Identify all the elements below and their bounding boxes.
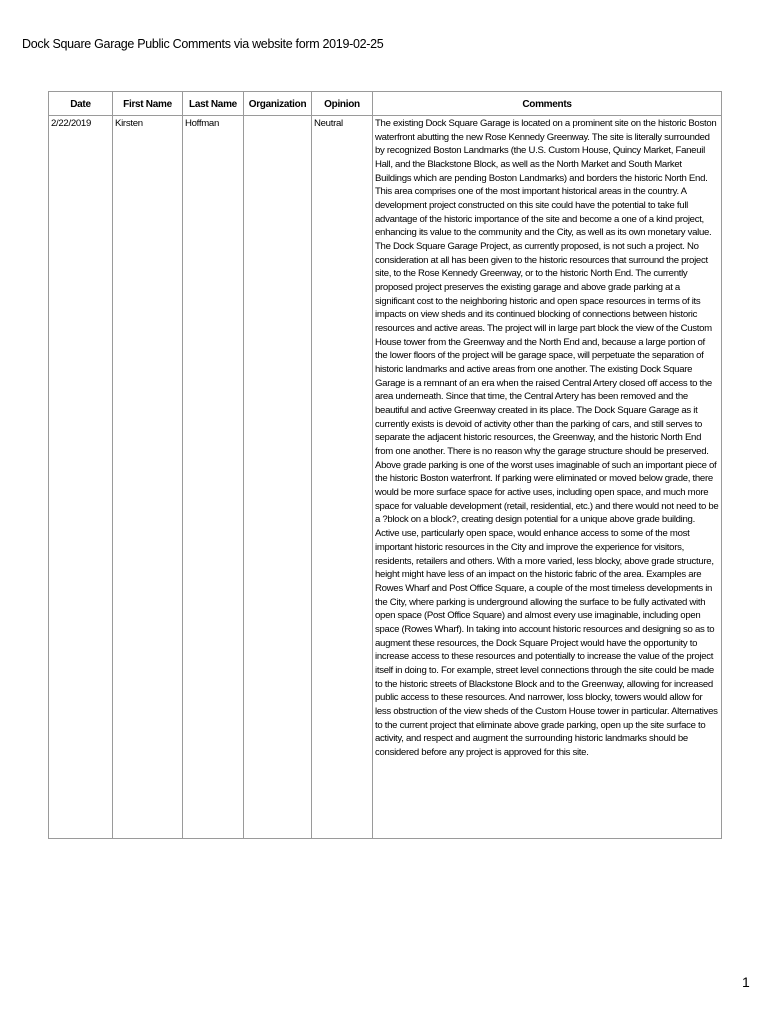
header-date: Date (49, 92, 113, 116)
header-opinion: Opinion (312, 92, 373, 116)
cell-comments: The existing Dock Square Garage is located on a prominent site on the historic Boston waterfront abutting the new Rose Kennedy Greenway. The site is literally surrounded by recognized Boston Landmarks (the U.S. Custom House, Quincy Market, Faneuil Hall, and the Blackstone Block, as well as the North Market and South Market Buildings which are pending Boston Landmarks) and borders the historic North End. This area comprises one of the most important historical areas in the country. A development project constructed on this site could have the potential to take full advantage of the historic importance of the site and become a one of a kind project, enhancing its value to the community and the City, as well as its own monetary value. The Dock Square Garage Project, as currently proposed, is not such a project. No consideration at all has been given to the historic resources that surround the project site, to the Rose Kennedy Greenway, or to the historic North End. The currently proposed project preserves the existing garage and above grade parking at a significant cost to the neighboring historic and open space resources in terms of its impacts on view sheds and its continued blocking of connections between historic resources and active areas. The project will in large part block the view of the Custom House tower from the Greenway and the North End and, because a large portion of the lower floors of the project will be garage space, will perpetuate the separation of historic landmarks and active areas from one another. The existing Dock Square Garage is a remnant of an era when the raised Central Artery closed off access to the area underneath. Since that time, the Central Artery has been removed and the beautiful and active Greenway created in its place. The Dock Square Garage as it currently exists is devoid of activity other than the parking of cars, and still serves to separate the adjacent historic resources, the Greenway, and the historic North End from one another. There is no reason why the garage structure should be preserved. Above grade parking is one of the worst uses imaginable of such an important piece of the historic Boston waterfront. If parking were eliminated or moved below grade, there would be more surface space for active uses, including open space, and much more space for valuable development (retail, residential, etc.) and there would not need to be a ?block on a block?, creating design potential for a unique above grade building. Active use, particularly open space, would enhance access to some of the most important historic resources in the City and improve the experience for visitors, residents, retailers and others. With a more varied, less blocky, above grade structure, height might have less of an impact on the historic fabric of the area. Examples are Rowes Wharf and Post Office Square, a couple of the most timeless developments in the City, where parking is underground allowing the surface to be fully activated with open space (Post Office Square) and almost every use imaginable, including open space (Rowes Wharf). In taking into account historic resources and designing so as to augment these resources, the Dock Square Project would have the opportunity to increase access to these resources and potentially to increase the value of the project itself in doing to. For example, street level connections through the site could be made to the historic streets of Blackstone Block and to the Greenway, allowing for increased public access to these resources. And narrower, loss blocky, towers would allow for less obstruction of the view sheds of the Custom House tower in particular. Alternatives to the current project that eliminate above grade parking, open up the site surface to activity, and respect and augment the surrounding historic landmarks should be considered before any project is approved for this site. (373, 116, 722, 839)
cell-date: 2/22/2019 (49, 116, 113, 839)
header-row (49, 92, 722, 116)
comments-table (48, 91, 722, 839)
page-number: 1 (742, 974, 750, 990)
cell-opinion: Neutral (312, 116, 373, 839)
page-title: Dock Square Garage Public Comments via website form 2019-02-25 (22, 37, 384, 51)
table-row (49, 116, 722, 839)
cell-last-name: Hoffman (183, 116, 244, 839)
header-last-name: Last Name (183, 92, 244, 116)
header-comments: Comments (373, 92, 722, 116)
header-first-name: First Name (113, 92, 183, 116)
cell-first-name: Kirsten (113, 116, 183, 839)
header-organization: Organization (244, 92, 312, 116)
cell-organization (244, 116, 312, 839)
